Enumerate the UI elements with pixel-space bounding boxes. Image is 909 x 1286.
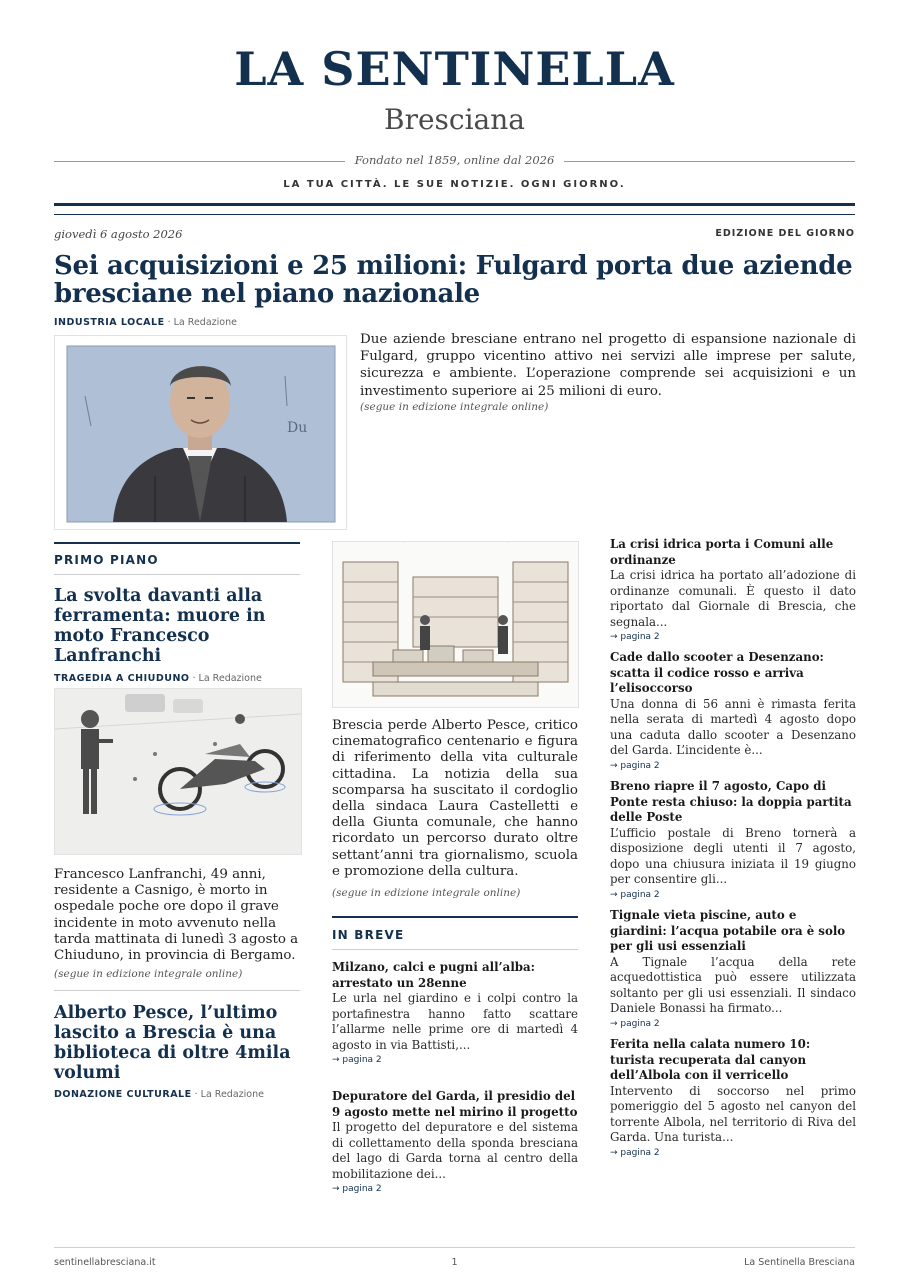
right-item-title[interactable]: La crisi idrica porta i Comuni alle ordinanze: [610, 537, 834, 567]
right-item-title[interactable]: Ferita nella calata numero 10: turista recuperata dal canyon dell’Albola con il verricello: [610, 1037, 811, 1082]
brief-text: Le urla nel giardino e i colpi contro la portafinestra hanno fatto scattare l’allarme nelle prime ore di martedì 4 agosto in via Battisti,...: [332, 991, 578, 1052]
lead-headline[interactable]: Sei acquisizioni e 25 milioni: Fulgard porta due aziende bresciane nel piano nazionale: [54, 251, 853, 309]
primo-piano-title: PRIMO PIANO: [54, 553, 159, 567]
library-sketch: [333, 542, 578, 707]
lead-meta: [54, 310, 237, 329]
right-item-text: A Tignale l’acqua della rete acquedottistica può essere utilizzata soltanto per gli usi essenziali. Il sindaco Daniele Bonassi ha firmato...: [610, 954, 856, 1015]
right-item-breno[interactable]: [610, 779, 856, 900]
library-illustration: [332, 541, 579, 708]
moto-accident-illustration: [54, 688, 302, 855]
brief-text: Il progetto del depuratore e del sistema di collettamento della sponda bresciana del lago di Garda torna al centro della mobilitazione dei...: [332, 1120, 578, 1181]
right-item-text: La crisi idrica ha portato all’adozione di ordinanze comunali. È questo il dato riportato dal Giornale di Brescia, che segnala...: [610, 568, 856, 629]
brief-title[interactable]: Milzano, calci e pugni all’alba: arrestato un 28enne: [332, 960, 536, 990]
right-item-title[interactable]: Breno riapre il 7 agosto, Capo di Ponte resta chiuso: la doppia partita delle Poste: [610, 779, 852, 824]
right-item-title[interactable]: Tignale vieta piscine, auto e giardini: l’acqua potabile ora è solo per gli usi essenziali: [610, 908, 846, 953]
founded-row: [54, 153, 855, 169]
lead-continued-link[interactable]: (segue in edizione integrale online): [360, 401, 549, 413]
lead-body: Due aziende bresciane entrano nel progetto di espansione nazionale di Fulgard, gruppo vicentino attivo nei servizi alle imprese per salute, sicurezza e ambiente. L’operazione comprende sei acquisizioni e un investimento superiore ai 25 milioni di euro.: [360, 332, 856, 399]
story1-continued-link[interactable]: (segue in edizione integrale online): [54, 968, 243, 980]
primo-piano-rule: [54, 542, 300, 544]
right-item-text: Una donna di 56 anni è rimasta ferita nella serata di martedì 4 agosto dopo una caduta dallo scooter a Desenzano del Garda. L’incidente è...: [610, 696, 856, 757]
right-item-text: L’ufficio postale di Breno tornerà a disposizione degli utenti il 7 agosto, dopo una chiusura iniziata il 19 giugno per consentire gli...: [610, 825, 856, 886]
in-breve-rule: [332, 916, 578, 918]
story2-meta: [54, 1082, 264, 1101]
masthead: [0, 0, 909, 205]
story1-byline: · La Redazione: [189, 673, 262, 684]
story1-kicker: TRAGEDIA A CHIUDUNO: [54, 673, 190, 684]
brief-title[interactable]: Depuratore del Garda, il presidio del 9 agosto mette nel mirino il progetto: [332, 1089, 578, 1119]
footer-publication-name: La Sentinella Bresciana: [744, 1257, 855, 1268]
story1-body: Francesco Lanfranchi, 49 anni, residente a Casnigo, è morto in ospedale poche ore dopo il grave incidente in moto avvenuto nella tarda mattinata di lunedì 3 agosto a Chiuduno, in provincia di Bergamo.: [54, 867, 299, 964]
right-item-text: Intervento di soccorso nel primo pomeriggio del 5 agosto nel canyon del torrente Albola, nel territorio di Riva del Garda. Una turista...: [610, 1083, 856, 1144]
footer-site[interactable]: sentinellabresciana.it: [54, 1257, 156, 1268]
story1-meta: [54, 666, 262, 685]
footer-page-number: 1: [451, 1257, 458, 1268]
lead-kicker: INDUSTRIA LOCALE: [54, 317, 165, 328]
svg-text:Du: Du: [287, 420, 308, 436]
primo-piano-divider: [54, 574, 300, 575]
right-item-title[interactable]: Cade dallo scooter a Desenzano: scatta il codice rosso e arriva l’elisoccorso: [610, 650, 824, 695]
accident-sketch: [55, 689, 301, 854]
portrait-sketch: [55, 336, 346, 529]
right-item-desenzano[interactable]: [610, 650, 856, 771]
story2-kicker: DONAZIONE CULTURALE: [54, 1089, 192, 1100]
right-item-tignale[interactable]: [610, 908, 856, 1029]
story1-headline[interactable]: La svolta davanti alla ferramenta: muore in moto Francesco Lanfranchi: [54, 586, 266, 666]
brief-page-link[interactable]: → pagina 2: [332, 1055, 382, 1065]
masthead-rule-thin: [54, 214, 855, 215]
right-item-page-link[interactable]: → pagina 2: [610, 632, 660, 642]
right-item-page-link[interactable]: → pagina 2: [610, 889, 660, 900]
in-breve-divider: [332, 949, 578, 950]
brief-page-link[interactable]: → pagina 2: [332, 1184, 382, 1194]
brief-item-depuratore[interactable]: [332, 1089, 578, 1194]
right-item-page-link[interactable]: → pagina 2: [610, 760, 660, 771]
story-divider: [54, 990, 300, 991]
right-item-crisi-idrica[interactable]: [610, 537, 856, 642]
in-breve-title: IN BREVE: [332, 928, 405, 942]
right-item-page-link[interactable]: → pagina 2: [610, 1147, 660, 1158]
middle-body: Brescia perde Alberto Pesce, critico cinematografico centenario e figura di riferimento della vita culturale cittadina. La notizia della sua scomparsa ha suscitato il cordoglio della sindaca Laura Castelletti e della Giunta comunale, che hanno ricordato un percorso durato oltre settant’anni tra giornalismo, scuola e promozione della cultura.: [332, 718, 578, 879]
lead-byline: · La Redazione: [164, 317, 237, 328]
middle-continued-link[interactable]: (segue in edizione integrale online): [332, 887, 521, 899]
masthead-rule-thick: [54, 203, 855, 206]
brief-item-milzano[interactable]: [332, 960, 578, 1065]
masthead-title: LA SENTINELLA: [234, 42, 675, 96]
issue-date: giovedì 6 agosto 2026: [54, 227, 183, 241]
footer-rule: [54, 1247, 855, 1248]
right-item-page-link[interactable]: → pagina 2: [610, 1018, 660, 1029]
masthead-subtitle: Bresciana: [384, 103, 525, 136]
right-item-albola[interactable]: [610, 1037, 856, 1158]
lead-portrait-illustration: [54, 335, 347, 530]
edition-label: EDIZIONE DEL GIORNO: [715, 228, 855, 239]
story2-byline: · La Redazione: [191, 1089, 264, 1100]
story2-headline[interactable]: Alberto Pesce, l’ultimo lascito a Brescia è una biblioteca di oltre 4mila volumi: [54, 1003, 291, 1083]
tagline: LA TUA CITTÀ. LE SUE NOTIZIE. OGNI GIORNO.: [283, 179, 626, 190]
founded-text: Fondato nel 1859, online dal 2026: [345, 153, 565, 167]
